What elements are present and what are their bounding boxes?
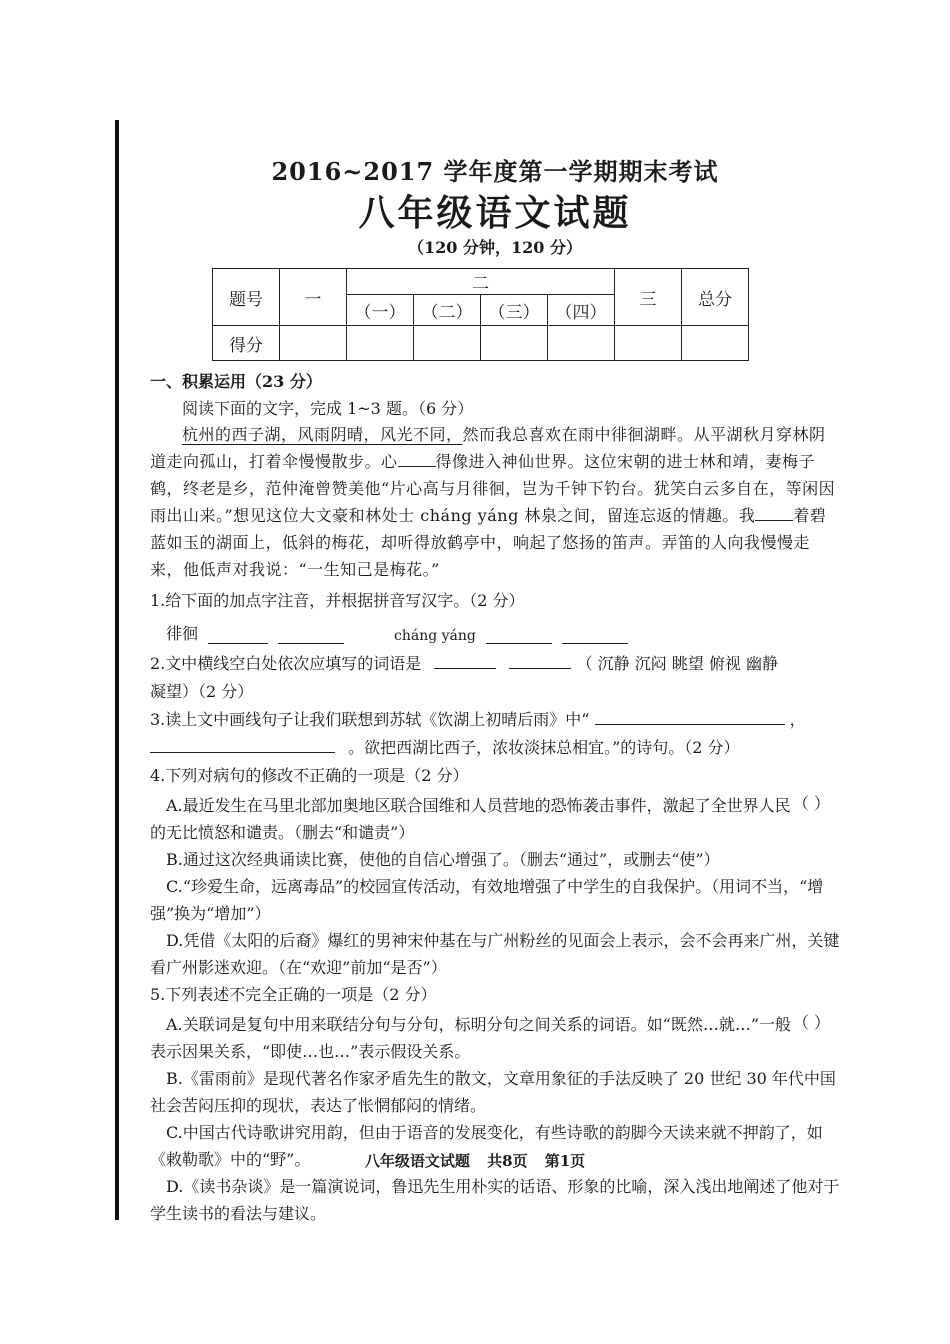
- score-input-2a[interactable]: [347, 326, 414, 361]
- score-input-1[interactable]: [280, 326, 347, 361]
- cell-part1: 一: [280, 269, 347, 326]
- question-4: 4.下列对病句的修改不正确的一项是（2 分）: [150, 766, 469, 785]
- question-1-answers: 徘徊 cháng yáng: [166, 621, 840, 644]
- section-intro: 阅读下面的文字，完成 1~3 题。（6 分）: [182, 399, 474, 418]
- exam-duration: （120 分钟，120 分）: [408, 238, 582, 257]
- q2-answer-2[interactable]: [509, 652, 571, 669]
- exam-title: 2016~2017 学年度第一学期期末考试: [271, 157, 719, 186]
- q5-option-c: C.中国古代诗歌讲究用韵，但由于语音的发展变化，有些诗歌的韵脚今天读来就不押韵了，如《敕勒歌》中的“野”。: [150, 1123, 823, 1169]
- footer-page-count: 共8页: [487, 1152, 528, 1170]
- answer-line-2[interactable]: [278, 627, 344, 644]
- q4-option-a: A.最近发生在马里北部加奥地区联合国维和人员营地的恐怖袭击事件，激起了全世界人民的无比愤怒和谴责。（删去“和谴责”）: [150, 796, 791, 842]
- exam-subject-title: 八年级语文试题: [358, 192, 632, 234]
- cell-sub3: （三）: [481, 295, 548, 326]
- cell-sub1: （一）: [347, 295, 414, 326]
- q5-answer-paren[interactable]: （ ）: [792, 1013, 830, 1032]
- page-footer: [0, 1150, 950, 1171]
- section-heading: 一、积累运用（23 分）: [150, 372, 322, 391]
- cell-part2: 二: [347, 269, 615, 295]
- question-1: 1.给下面的加点字注音，并根据拼音写汉字。（2 分）: [150, 591, 525, 610]
- answer-line-1[interactable]: [208, 627, 268, 644]
- q2-answer-1[interactable]: [434, 652, 496, 669]
- answer-line-4[interactable]: [562, 627, 628, 644]
- score-input-2c[interactable]: [481, 326, 548, 361]
- score-input-2d[interactable]: [548, 326, 615, 361]
- question-3: 3.读上文中画线句子让我们联想到苏轼《饮湖上初晴后雨》中“ ，: [150, 710, 806, 729]
- q5-option-b: B.《雷雨前》是现代著名作家矛盾先生的散文，文章用象征的手法反映了 20 世纪 30 年代中国社会苦闷压抑的现状，表达了怅惘郁闷的情绪。: [150, 1069, 836, 1115]
- cell-sub4: （四）: [548, 295, 615, 326]
- q4-option-d: D.凭借《太阳的后裔》爆红的男神宋仲基在与广州粉丝的见面会上表示，会不会再来广州，关键看广州影迷欢迎。（在“欢迎”前加“是否”）: [150, 931, 840, 977]
- footer-title: 八年级语文试题: [364, 1152, 470, 1170]
- q4-option-c: C.“珍爱生命，远离毒品”的校园宣传活动，有效地增强了中学生的自我保护。（用词不当，“增强”换为“增加”）: [150, 877, 824, 923]
- passage-blank-1[interactable]: [398, 452, 436, 467]
- question-5: 5.下列表述不完全正确的一项是（2 分）: [150, 985, 437, 1004]
- question-2: 2.文中横线空白处依次应填写的词语是 （ 沉静 沉闷 眺望 俯视 幽静: [150, 654, 778, 673]
- q4-answer-paren[interactable]: （ ）: [792, 794, 830, 813]
- q3-answer-1[interactable]: [595, 708, 785, 725]
- reading-passage: 杭州的西子湖，风雨阴晴，风光不同，然而我总喜欢在雨中徘徊湖畔。从平湖秋月穿林阴道走向孤山，打着伞慢慢散步。心 得像进入神仙世界。这位宋朝的进士林和靖，妻梅子鹤，终老是乡，范仲淹曾赞美他“片心高与月徘徊，岂为千钟下钓台。犹笑白云多自在，等闲因雨出山来。”想见这位大文豪和林处士 cháng yáng 林泉之间，留连忘返的情趣。我 着碧蓝如玉的湖面上，低斜的梅花，却听得放鹤亭中，响起了悠扬的笛声。弄笛的人向我慢慢走来，他低声对我说：“一生知己是梅花。”: [150, 425, 836, 579]
- score-input-2b[interactable]: [414, 326, 481, 361]
- answer-line-3[interactable]: [486, 627, 552, 644]
- q5-option-a: A.关联词是复句中用来联结分句与分句，标明分句之间关系的词语。如“既然…就…”一般表示因果关系，“即使…也…”表示假设关系。: [150, 1015, 792, 1061]
- underlined-sentence: 杭州的西子湖，风雨阴晴，风光不同，: [182, 425, 463, 444]
- score-table: [212, 268, 749, 361]
- score-input-total[interactable]: [682, 326, 749, 361]
- cell-sub2: （二）: [414, 295, 481, 326]
- cell-total: 总分: [682, 269, 749, 326]
- cell-defen: 得分: [213, 326, 280, 361]
- q5-option-d: D.《读书杂谈》是一篇演说词，鲁迅先生用朴实的话语、形象的比喻，深入浅出地阐述了他对于学生读书的看法与建议。: [150, 1177, 840, 1223]
- q3-answer-2[interactable]: [150, 736, 335, 753]
- cell-tihao: 题号: [213, 269, 280, 326]
- q4-option-b: B.通过这次经典诵读比赛，使他的自信心增强了。（删去“通过”，或删去“使”）: [166, 850, 720, 869]
- binding-margin-line: [115, 120, 119, 1220]
- exam-page: 2016~2017 学年度第一学期期末考试 八年级语文试题 （120 分钟，120 分） 题号 一 二 三 总分 （一） （二） （三） （四） 得分 一、积累运用（23 分） 阅读下面的文字，完成 1~3 题。（6 分） 杭州的西子湖，风雨阴晴，风光不同，然而我总喜欢在雨中徘徊湖畔。从平湖秋月穿林阴道走向孤山，打着伞慢慢散步。心 得像进入神仙世界。这位宋朝的进士林和靖，妻梅子鹤，终老是乡，范仲淹曾赞美他“片心高与月徘徊，岂为千钟下钓台。犹笑白云多自在，等闲因雨出山来。”想见这位大文豪和林处士 cháng yáng 林泉之间，留连忘返的情趣。我 着碧蓝如玉的湖面上，低斜的梅花，却听得放鹤亭中，响起了悠扬的笛声。弄笛的人向我慢慢走来，他低声对我说：“一生知己是梅花。” 1.给下面的加点字注音，并根据拼音写汉字。（2 分） 徘徊 cháng yáng 2.文中横线空白处依次应填写的词语是 （ 沉静 沉闷 眺望 俯视 幽静 凝望）（2 分） 3.读上文中画线句子让我们联想到苏轼《饮湖上初晴后雨》中“ ， 。欲把西湖比西子，浓妆淡抹总相宜。”的诗句。（2 分） 4.下列对病句的修改不正确的一项是（2 分） （ ） A.最近发生在马里北部加奥地区联合国维和人员营地的恐怖袭击事件，激起了全世界人民的无比愤怒和谴责。（删去“和谴责”） B.通过这次经典诵读比赛，使他的自信心增强了。（删去“通过”，或删去“使”） C.“珍爱生命，远离毒品”的校园宣传活动，有效地增强了中学生的自我保护。（用词不当，“增强”换为“增加”） D.凭借《太阳的后裔》爆红的男神宋仲基在与广州粉丝的见面会上表示，会不会再来广州，关键看广州影迷欢迎。（在“欢迎”前加“是否”） 5.下列表述不完全正确的一项是（2 分） （ ） A.关联词是复句中用来联结分句与分句，标明分句之间关系的词语。如“既然…就…”一般表示因果关系，“即使…也…”表示假设关系。 B.《雷雨前》是现代著名作家矛盾先生的散文，文章用象征的手法反映了 20 世纪 30 年代中国社会苦闷压抑的现状，表达了怅惘郁闷的情绪。 C.中国古代诗歌讲究用韵，但由于语音的发展变化，有些诗歌的韵脚今天读来就不押韵了，如《敕勒歌》中的“野”。 D.《读书杂谈》是一篇演说词，鲁迅先生用朴实的话语、形象的比喻，深入浅出地阐述了他对于学生读书的看法与建议。: [150, 150, 840, 1227]
- passage-blank-2[interactable]: [755, 506, 793, 521]
- score-input-3[interactable]: [615, 326, 682, 361]
- cell-part3: 三: [615, 269, 682, 326]
- footer-page-number: 第1页: [544, 1152, 586, 1170]
